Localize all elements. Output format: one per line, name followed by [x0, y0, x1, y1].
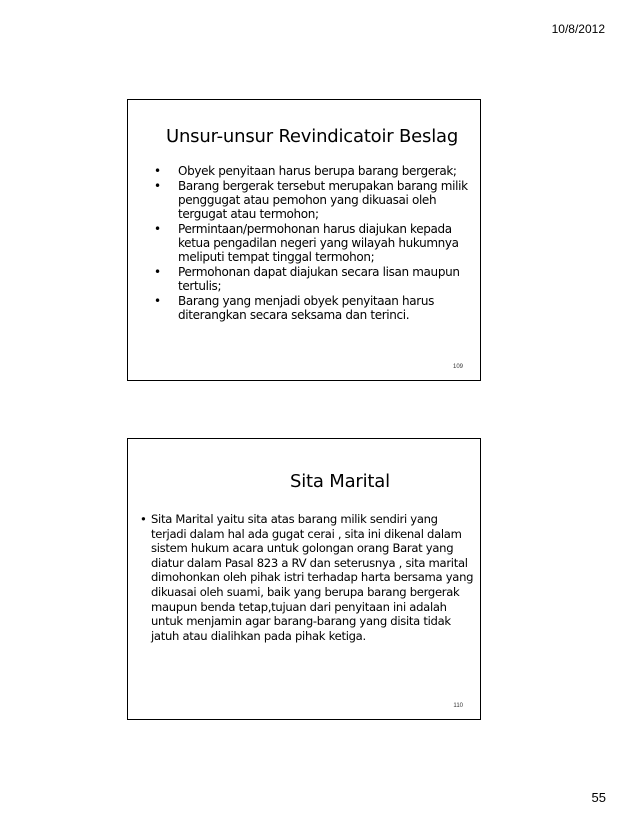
bullet-list	[152, 164, 472, 323]
slide-number: 110	[453, 703, 463, 709]
bullet-item: • Barang bergerak tersebut merupakan barang milik penggugat atau pemohon yang dikuasai oleh tergugat atau termohon;	[152, 179, 472, 221]
bullet-item: • Obyek penyitaan harus berupa barang bergerak;	[152, 164, 472, 178]
slide-number: 109	[452, 364, 463, 370]
page-date: 10/8/2012	[551, 22, 605, 36]
page-number: 55	[591, 790, 606, 805]
slide-title: Sita Marital	[290, 471, 390, 492]
bullet-item: • Permohonan dapat diajukan secara lisan maupun tertulis;	[152, 265, 472, 293]
slide-revindicatoir-beslag	[127, 99, 481, 381]
slide-sita-marital	[127, 438, 481, 720]
bullet-item: • Barang yang menjadi obyek penyitaan harus diterangkan secara seksama dan terinci.	[152, 294, 472, 322]
bullet-list	[140, 512, 475, 644]
bullet-item: • Sita Marital yaitu sita atas barang milik sendiri yang terjadi dalam hal ada gugat cerai , sita ini dikenal dalam sistem hukum acara untuk golongan orang Barat yang diatur dalam Pasal 823 a RV dan seterusnya , sita marital dimohonkan oleh pihak istri terhadap harta bersama yang dikuasai oleh suami, baik yang berupa barang bergerak maupun benda tetap,tujuan dari penyitaan ini adalah untuk menjamin agar barang-barang yang disita tidak jatuh atau dialihkan pada pihak ketiga.	[140, 512, 475, 643]
bullet-item: • Permintaan/permohonan harus diajukan kepada ketua pengadilan negeri yang wilayah hukumnya meliputi tempat tinggal termohon;	[152, 222, 472, 264]
slide-title: Unsur-unsur Revindicatoir Beslag	[166, 126, 459, 147]
